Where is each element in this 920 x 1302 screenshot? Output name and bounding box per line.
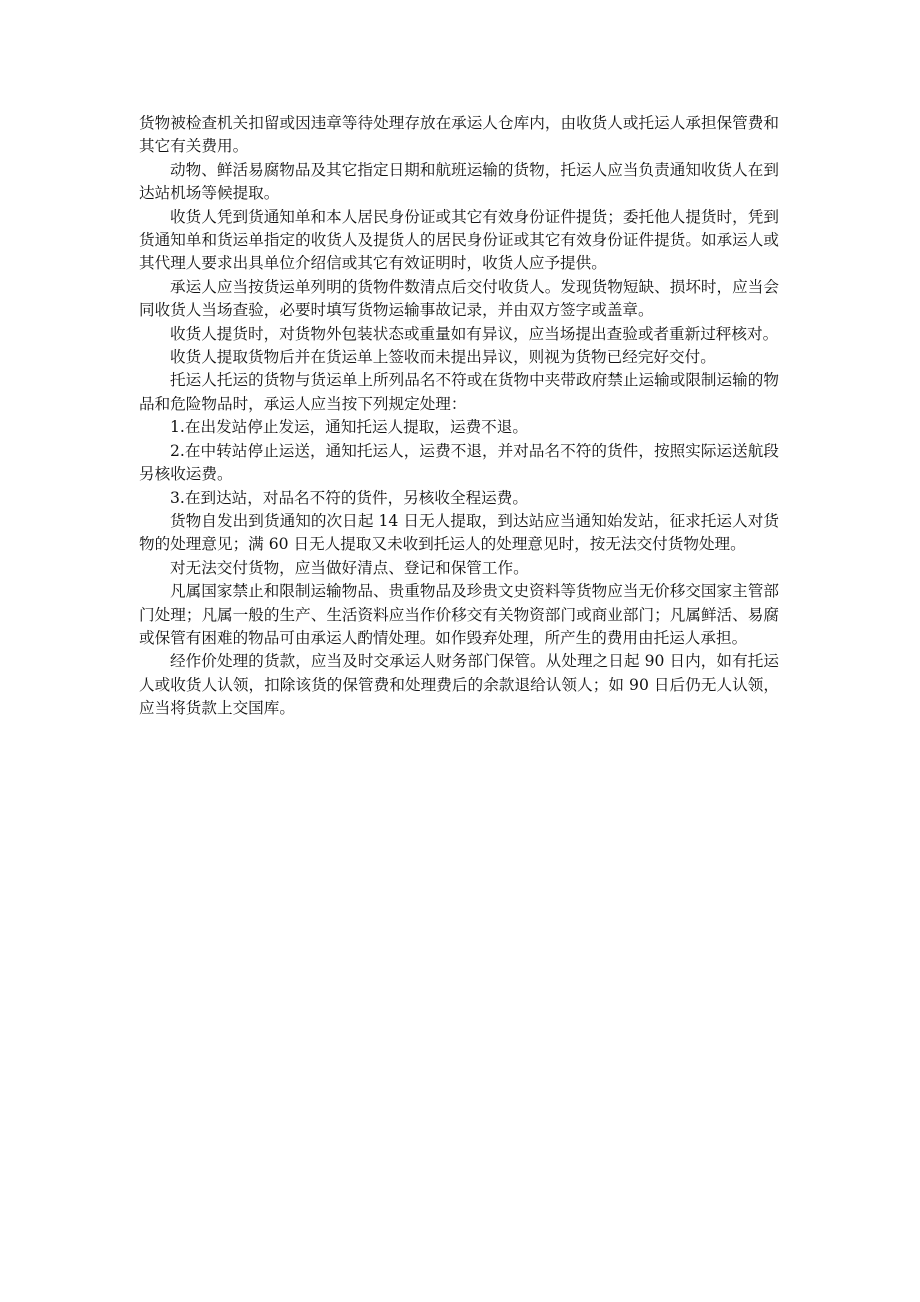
paragraph-1: 货物被检查机关扣留或因违章等待处理存放在承运人仓库内，由收货人或托运人承担保管费和其它有关费用。 [139, 114, 779, 156]
paragraph-10: 凡属国家禁止和限制运输物品、贵重物品及珍贵文史资料等货物应当无价移交国家主管部门处理；凡属一般的生产、生活资料应当作价移交有关物资部门或商业部门；凡属鲜活、易腐或保管有困难的物品可由承运人酌情处理。如作毁弃处理，所产生的费用由托运人承担。 [139, 582, 779, 647]
paragraph-11: 经作价处理的货款，应当及时交承运人财务部门保管。从处理之日起 90 日内，如有托运人或收货人认领，扣除该货的保管费和处理费后的余款退给认领人；如 90 日后仍无人认领，应当将货款上交国库。 [139, 652, 779, 718]
paragraph-3: 收货人凭到货通知单和本人居民身份证或其它有效身份证件提货；委托他人提货时，凭到货通知单和货运单指定的收货人及提货人的居民身份证或其它有效身份证件提货。如承运人或其代理人要求出具单位介绍信或其它有效证明时，收货人应予提供。 [139, 207, 779, 273]
paragraph-5: 收货人提货时，对货物外包装状态或重量如有异议，应当场提出查验或者重新过秤核对。 [170, 324, 779, 343]
list-item-2: 2.在中转站停止运送，通知托运人，运费不退，并对品名不符的货件，按照实际运送航段另核收运费。 [139, 441, 779, 484]
list-item-1: 1.在出发站停止发运，通知托运人提取，运费不退。 [170, 418, 528, 437]
paragraph-7: 托运人托运的货物与货运单上所列品名不符或在货物中夹带政府禁止运输或限制运输的物品和危险物品时，承运人应当按下列规定处理： [139, 371, 779, 413]
paragraph-2: 动物、鲜活易腐物品及其它指定日期和航班运输的货物，托运人应当负责通知收货人在到达站机场等候提取。 [139, 160, 779, 203]
paragraph-9: 对无法交付货物，应当做好清点、登记和保管工作。 [170, 558, 529, 577]
paragraph-4: 承运人应当按货运单列明的货物件数清点后交付收货人。发现货物短缺、损坏时，应当会同收货人当场查验，必要时填写货物运输事故记录，并由双方签字或盖章。 [139, 277, 779, 320]
paragraph-6: 收货人提取货物后并在货运单上签收而未提出异议，则视为货物已经完好交付。 [170, 348, 716, 367]
paragraph-8: 货物自发出到货通知的次日起 14 日无人提取，到达站应当通知始发站，征求托运人对货物的处理意见；满 60 日无人提取又未收到托运人的处理意见时，按无法交付货物处理。 [139, 511, 779, 554]
document-body [139, 112, 779, 721]
list-item-3: 3.在到达站，对品名不符的货件，另核收全程运费。 [170, 488, 528, 507]
